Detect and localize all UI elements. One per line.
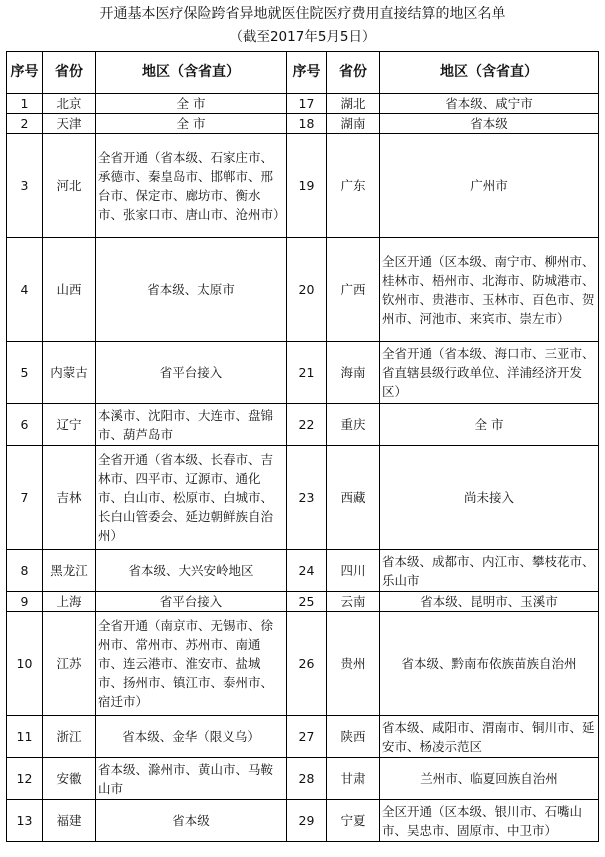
row-region: 全省开通（省本级、石家庄市、承德市、秦皇岛市、邯郸市、邢台市、保定市、廊坊市、衡水市、张家口市、唐山市、沧州市） [96,134,287,238]
row-no: 13 [7,800,43,842]
row-province: 辽宁 [43,404,96,446]
row-region: 省本级、黔南布依族苗族自治州 [380,612,599,716]
row-region: 省平台接入 [96,592,287,612]
row-region: 省本级、咸阳市、渭南市、铜川市、延安市、杨凌示范区 [380,716,599,758]
table-row [7,758,599,800]
row-region: 省本级 [380,114,599,134]
row-region: 广州市 [380,134,599,238]
row-province: 北京 [43,94,96,114]
row-region: 全 市 [96,94,287,114]
row-province: 湖南 [327,114,380,134]
row-region: 省本级 [96,800,287,842]
table-row [7,238,599,342]
row-region: 省本级、金华（限义乌） [96,716,287,758]
region-table [6,51,599,842]
row-province: 西藏 [327,446,380,550]
row-province: 安徽 [43,758,96,800]
row-region: 全省开通（省本级、海口市、三亚市、省直辖县级行政单位、洋浦经济开发区） [380,342,599,404]
header-no-right: 序号 [287,52,327,94]
row-region: 省本级、太原市 [96,238,287,342]
row-no: 17 [287,94,327,114]
row-region: 全 市 [380,404,599,446]
row-no: 29 [287,800,327,842]
row-no: 23 [287,446,327,550]
row-no: 8 [7,550,43,592]
row-no: 12 [7,758,43,800]
row-region: 全区开通（区本级、南宁市、柳州市、桂林市、梧州市、北海市、防城港市、钦州市、贵港市、玉林市、百色市、贺州市、河池市、来宾市、崇左市） [380,238,599,342]
row-province: 内蒙古 [43,342,96,404]
row-no: 19 [287,134,327,238]
row-region: 省本级、昆明市、玉溪市 [380,592,599,612]
row-no: 22 [287,404,327,446]
row-region: 省本级、成都市、内江市、攀枝花市、乐山市 [380,550,599,592]
row-province: 陕西 [327,716,380,758]
row-region: 全 市 [96,114,287,134]
row-province: 江苏 [43,612,96,716]
row-no: 26 [287,612,327,716]
document-title: 开通基本医疗保险跨省异地就医住院医疗费用直接结算的地区名单 [99,6,506,22]
table-row [7,800,599,842]
row-province: 宁夏 [327,800,380,842]
table-row [7,94,599,114]
row-region: 全省开通（南京市、无锡市、徐州市、常州市、苏州市、南通市、连云港市、淮安市、盐城市、扬州市、镇江市、泰州市、宿迁市） [96,612,287,716]
row-no: 7 [7,446,43,550]
row-region: 省本级、大兴安岭地区 [96,550,287,592]
row-province: 河北 [43,134,96,238]
row-province: 浙江 [43,716,96,758]
row-province: 贵州 [327,612,380,716]
header-province-left: 省份 [43,52,96,94]
table-row [7,716,599,758]
row-province: 广东 [327,134,380,238]
row-no: 4 [7,238,43,342]
row-region: 省平台接入 [96,342,287,404]
row-region: 省本级、滁州市、黄山市、马鞍山市 [96,758,287,800]
row-province: 云南 [327,592,380,612]
row-no: 25 [287,592,327,612]
row-province: 海南 [327,342,380,404]
header-region-right: 地区（含省直） [380,52,599,94]
header-region-left: 地区（含省直） [96,52,287,94]
row-province: 黑龙江 [43,550,96,592]
row-no: 10 [7,612,43,716]
row-province: 上海 [43,592,96,612]
row-region: 兰州市、临夏回族自治州 [380,758,599,800]
table-row [7,446,599,550]
row-no: 3 [7,134,43,238]
row-no: 20 [287,238,327,342]
row-province: 重庆 [327,404,380,446]
row-no: 27 [287,716,327,758]
row-no: 5 [7,342,43,404]
row-province: 天津 [43,114,96,134]
header-no-left: 序号 [7,52,43,94]
row-region: 全区开通（区本级、银川市、石嘴山市、吴忠市、固原市、中卫市） [380,800,599,842]
table-row [7,592,599,612]
row-no: 9 [7,592,43,612]
row-province: 湖北 [327,94,380,114]
row-province: 福建 [43,800,96,842]
row-province: 吉林 [43,446,96,550]
row-region: 省本级、咸宁市 [380,94,599,114]
row-region: 全省开通（省本级、长春市、吉林市、四平市、辽源市、通化市、白山市、松原市、白城市、长白山管委会、延边朝鲜族自治州） [96,446,287,550]
row-province: 甘肃 [327,758,380,800]
table-row [7,550,599,592]
row-no: 18 [287,114,327,134]
row-no: 6 [7,404,43,446]
table-row [7,342,599,404]
document-subtitle: （截至2017年5月5日） [229,29,376,45]
row-region: 尚未接入 [380,446,599,550]
row-province: 四川 [327,550,380,592]
header-province-right: 省份 [327,52,380,94]
row-no: 24 [287,550,327,592]
row-no: 2 [7,114,43,134]
row-region: 本溪市、沈阳市、大连市、盘锦市、葫芦岛市 [96,404,287,446]
row-no: 11 [7,716,43,758]
header-row [7,52,599,94]
row-no: 21 [287,342,327,404]
row-no: 1 [7,94,43,114]
row-no: 28 [287,758,327,800]
table-row [7,404,599,446]
table-row [7,134,599,238]
table-row [7,114,599,134]
row-province: 广西 [327,238,380,342]
table-row [7,612,599,716]
row-province: 山西 [43,238,96,342]
